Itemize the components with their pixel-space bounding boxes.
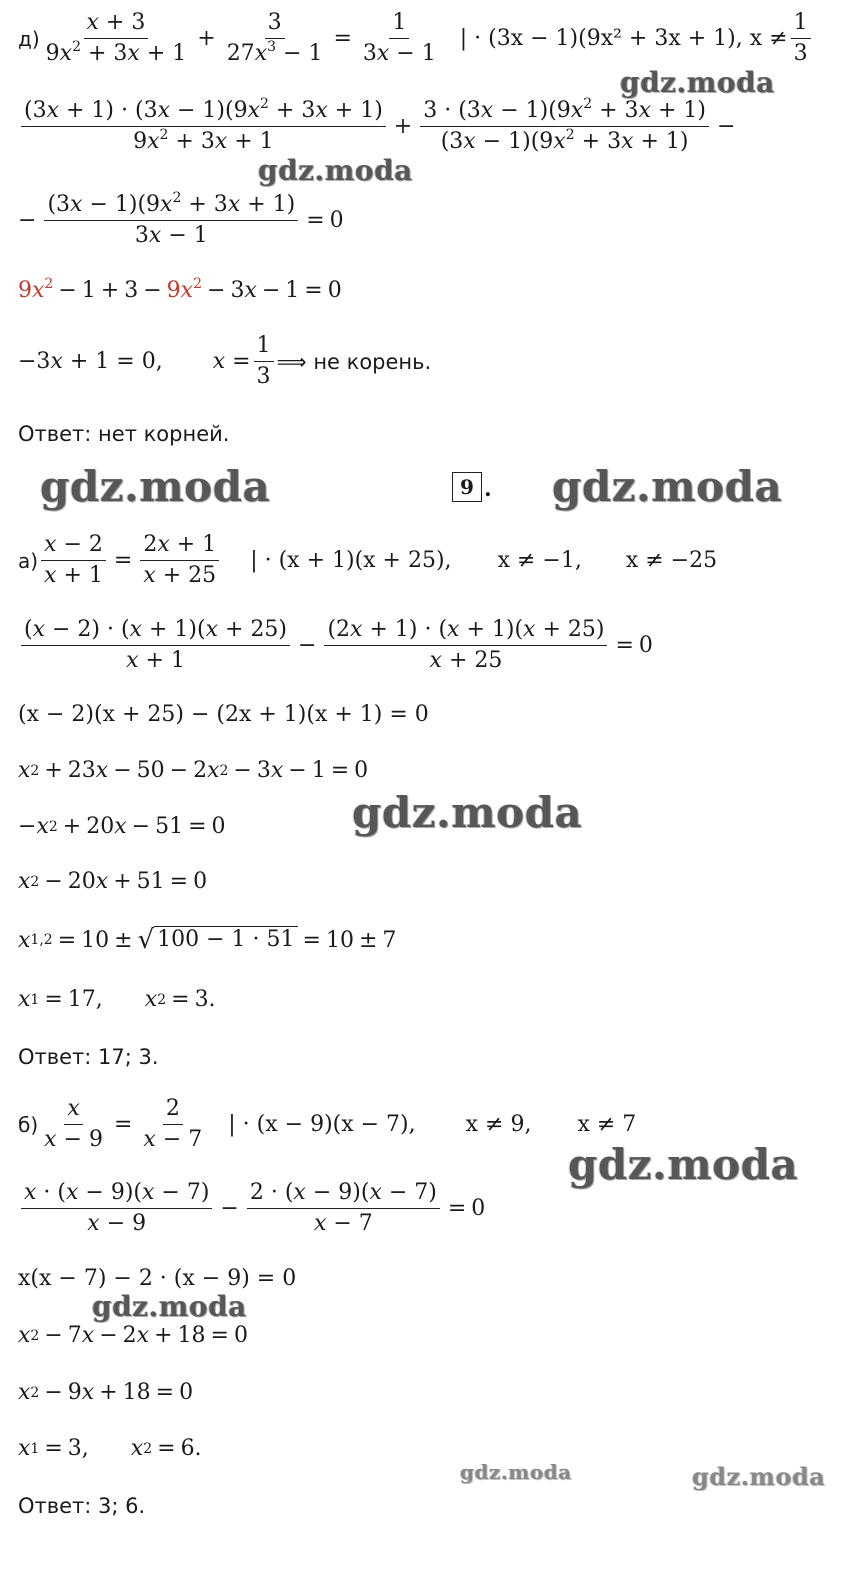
part-d-step3: $9x^2$ − 1 + 3 − $9x^2$ − 3 x − 1 = 0 [18, 276, 342, 303]
part-a-step1: $\frac{(x - 2) \cdot (x + 1)(x + 25)}{x + 1}$ − $\frac{(2x + 1) \cdot (x + 1)(x + 25)}{x + 25}$ = 0 [18, 617, 653, 674]
fraction: $\frac{x + 3}{9x^2 + 3x + 1}$ [45, 10, 187, 66]
task-number-box: 9 [452, 472, 482, 502]
watermark: gdz.moda [92, 1290, 247, 1323]
part-b-restriction-2: x ≠ 7 [577, 1112, 637, 1137]
part-a-multiplier: | · (x + 1)(x + 25), [250, 548, 452, 573]
part-a-step5: x 2 − 20 x + 51 = 0 [18, 869, 208, 894]
part-a-roots: x 1 = 17, x 2 = 3. [18, 987, 216, 1012]
task-number-dot: . [484, 476, 492, 502]
part-a-roots-formula: x 1,2 = 10 ± √ 100 − 1 · 51 = 10 ± 7 [18, 925, 397, 955]
part-a-restriction-2: x ≠ −25 [625, 548, 718, 573]
part-d-step4: −3x + 1 = 0, x = $\frac{1}{3}$ ⟹ не корень. [18, 333, 432, 389]
part-a-equation: а) $\frac{x - 2}{x + 1}$ = $\frac{2x + 1}{x + 25}$ | · (x + 1)(x + 25), x ≠ −1, x ≠ −25 [18, 532, 718, 588]
part-b-step1: $\frac{x \cdot (x - 9)(x - 7)}{x - 9}$ − $\frac{2 \cdot (x - 9)(x - 7)}{x - 7}$ = 0 [18, 1180, 485, 1237]
part-a-step2: (x − 2)(x + 25) − (2x + 1)(x + 1) = 0 [18, 702, 429, 727]
watermark: gdz.moda [258, 154, 413, 187]
part-a-step3: x 2 + 23 x − 50 − 2 x 2 − 3 x − 1 = 0 [18, 758, 369, 783]
not-root-text: ⟹ не корень. [276, 349, 432, 374]
part-d-step2: − $\frac{(3x - 1)(9x^2 + 3x + 1)}{3x - 1}$ = 0 [18, 190, 344, 248]
watermark: gdz.moda [692, 1462, 826, 1491]
part-b-step2: x(x − 7) − 2 · (x − 9) = 0 [18, 1266, 297, 1291]
part-b-restriction-1: x ≠ 9, [465, 1112, 532, 1137]
fraction: $\frac{1}{3x - 1}$ [362, 10, 436, 66]
part-d-equation: д) $\frac{x + 3}{9x^2 + 3x + 1}$ + $\frac{3}{27x^3 - 1}$ = $\frac{1}{3x - 1}$ | · (3x − 1)(9x² + 3x + 1), x ≠ $\frac{1}{3}$ [18, 10, 814, 67]
part-d-answer: Ответ: нет корней. [18, 422, 230, 446]
part-d-label: д) [18, 26, 40, 51]
watermark: gdz.moda [552, 462, 783, 511]
part-b-step3: x 2 − 7 x − 2 x + 18 = 0 [18, 1323, 248, 1348]
watermark: gdz.moda [460, 1460, 572, 1484]
part-a-step4: − x 2 + 20 x − 51 = 0 [18, 814, 226, 839]
part-b-equation: б) $\frac{x}{x - 9}$ = $\frac{2}{x - 7}$ | · (x − 9)(x − 7), x ≠ 9, x ≠ 7 [18, 1096, 637, 1152]
watermark: gdz.moda [620, 66, 775, 99]
watermark: gdz.moda [40, 462, 271, 511]
part-b-multiplier: | · (x − 9)(x − 7), [228, 1112, 416, 1137]
part-b-roots: x 1 = 3, x 2 = 6. [18, 1436, 202, 1461]
watermark: gdz.moda [352, 788, 583, 837]
part-a-label: а) [18, 548, 39, 573]
part-a-answer: Ответ: 17; 3. [18, 1045, 159, 1069]
part-b-step4: x 2 − 9 x + 18 = 0 [18, 1380, 194, 1405]
part-d-step1: $\frac{(3x + 1) \cdot (3x - 1)(9x^2 + 3x + 1)}{9x^2 + 3x + 1}$ + $\frac{3 \cdot (3x - 1)(9x^2 + 3x + 1)}{(3x - 1)(9x^2 + 3x + 1)}$ − [18, 98, 740, 155]
part-a-restriction-1: x ≠ −1, [497, 548, 582, 573]
part-d-condition: | · (3x − 1)(9x² + 3x + 1), x ≠ [459, 26, 788, 51]
fraction: $\frac{3}{27x^3 - 1}$ [226, 10, 323, 66]
fraction: $\frac{1}{3}$ [791, 10, 811, 67]
part-b-answer: Ответ: 3; 6. [18, 1494, 146, 1518]
part-b-label: б) [18, 1112, 39, 1137]
watermark: gdz.moda [568, 1140, 799, 1189]
